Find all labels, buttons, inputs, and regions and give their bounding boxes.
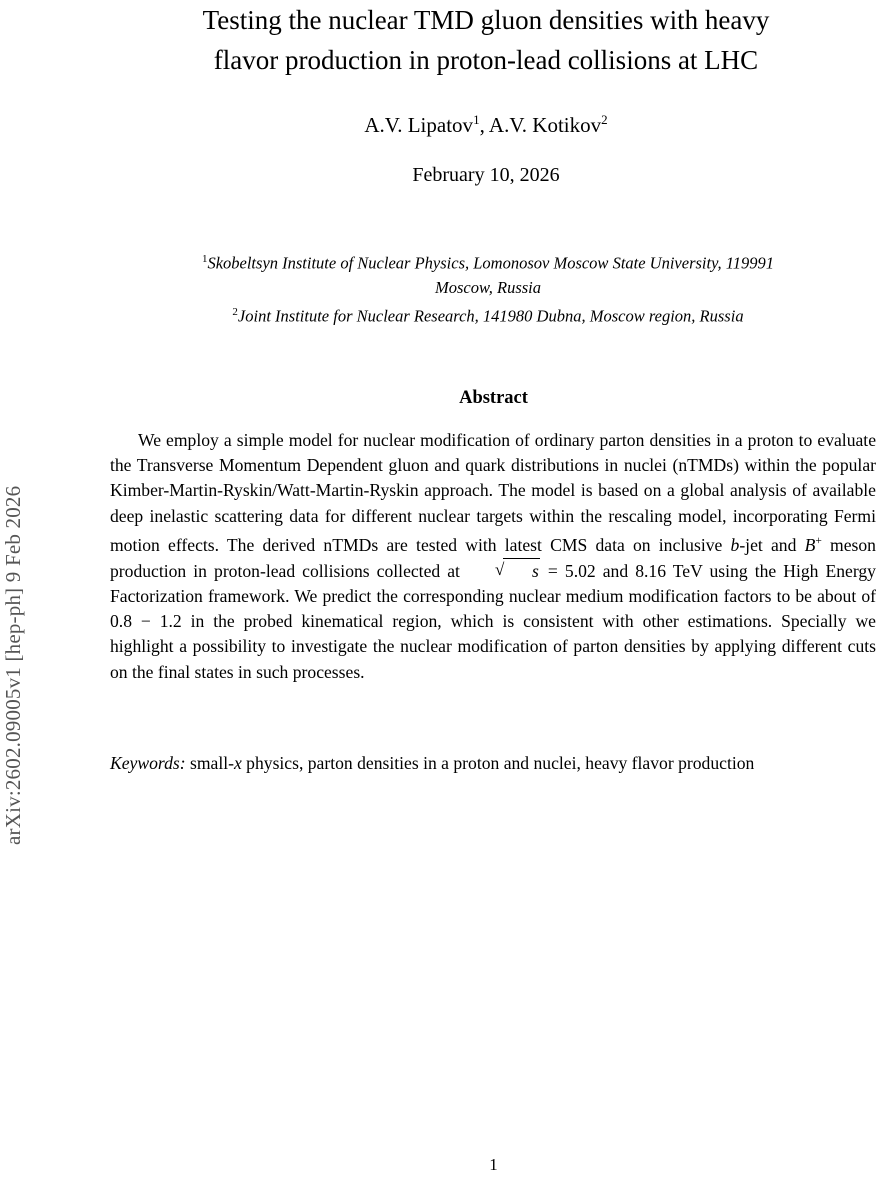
- publication-date: February 10, 2026: [412, 164, 560, 186]
- affiliation-1-line-1: Skobeltsyn Institute of Nuclear Physics, Lomonosov Moscow State University, 119991: [207, 253, 775, 273]
- abstract-italic-B: B: [804, 534, 816, 555]
- abstract-sup-plus: +: [815, 534, 822, 547]
- abstract-part-4: = 5.02 and 8.16 TeV using the High Energy Factorization framework. We predict the corresponding nuclear medium modification factors to be about of 0.8 − 1.2 in the probed kinematical region, which is consistent with other estimations. Specially we highlight a possibility to investigate the nuclear modification of parton densities by applying different cuts on the final states in such processes.: [110, 560, 876, 682]
- arxiv-stamp: [0, 0, 40, 1200]
- radicand: s: [503, 558, 540, 584]
- affiliation-1: [104, 247, 872, 276]
- abstract-heading: Abstract: [459, 388, 528, 408]
- keywords-line: [110, 751, 876, 776]
- author-1-affil-marker: 1: [473, 112, 480, 127]
- author-list: [106, 112, 866, 138]
- sqrt-s-symbol: [467, 558, 541, 584]
- author-1-name: A.V. Lipatov: [364, 113, 474, 137]
- page-number: 1: [489, 1155, 498, 1174]
- author-2-name: A.V. Kotikov: [488, 113, 602, 137]
- abstract-part-3: meson production in proton-lead collisions collected at: [110, 534, 876, 581]
- affiliation-1-line-2: Moscow, Russia: [434, 277, 542, 297]
- affiliation-2: [104, 300, 872, 329]
- author-separator: ,: [479, 113, 489, 137]
- keywords-label: Keywords:: [110, 752, 186, 773]
- paper-page: [110, 0, 877, 1200]
- keywords-italic-x: x: [233, 752, 242, 773]
- title-line-1: Testing the nuclear TMD gluon densities with heavy: [202, 5, 770, 35]
- arxiv-stamp-text: arXiv:2602.09005v1 [hep-ph] 9 Feb 2026: [1, 485, 25, 845]
- affiliation-2-marker: 2: [232, 305, 238, 318]
- page-title: [106, 0, 866, 80]
- abstract-part-2: -jet and: [739, 534, 805, 555]
- author-2-affil-marker: 2: [601, 112, 608, 127]
- abstract-italic-b: b: [730, 534, 740, 555]
- affiliation-block: [104, 247, 872, 328]
- radical-sign: √: [495, 559, 505, 579]
- keywords-text-b: physics, parton densities in a proton and nuclei, heavy flavor production: [241, 752, 755, 773]
- title-line-2: flavor production in proton-lead collisions at LHC: [213, 45, 759, 75]
- affiliation-1-marker: 1: [201, 253, 208, 265]
- keywords-text-a: small-: [185, 752, 234, 773]
- abstract-part-1: We employ a simple model for nuclear modification of ordinary parton densities in a proton to evaluate the Transverse Momentum Dependent gluon and quark distributions in nuclei (nTMDs) within the popular Kimber-Martin-Ryskin/Watt-Martin-Ryskin approach. The model is based on a global analysis of available deep inelastic scattering data for different nuclear targets within the rescaling model, incorporating Fermi motion effects. The derived nTMDs are tested with latest CMS data on inclusive: [110, 430, 876, 555]
- abstract-text: [110, 428, 876, 685]
- affiliation-2-line-1: Joint Institute for Nuclear Research, 141980 Dubna, Moscow region, Russia: [237, 306, 744, 325]
